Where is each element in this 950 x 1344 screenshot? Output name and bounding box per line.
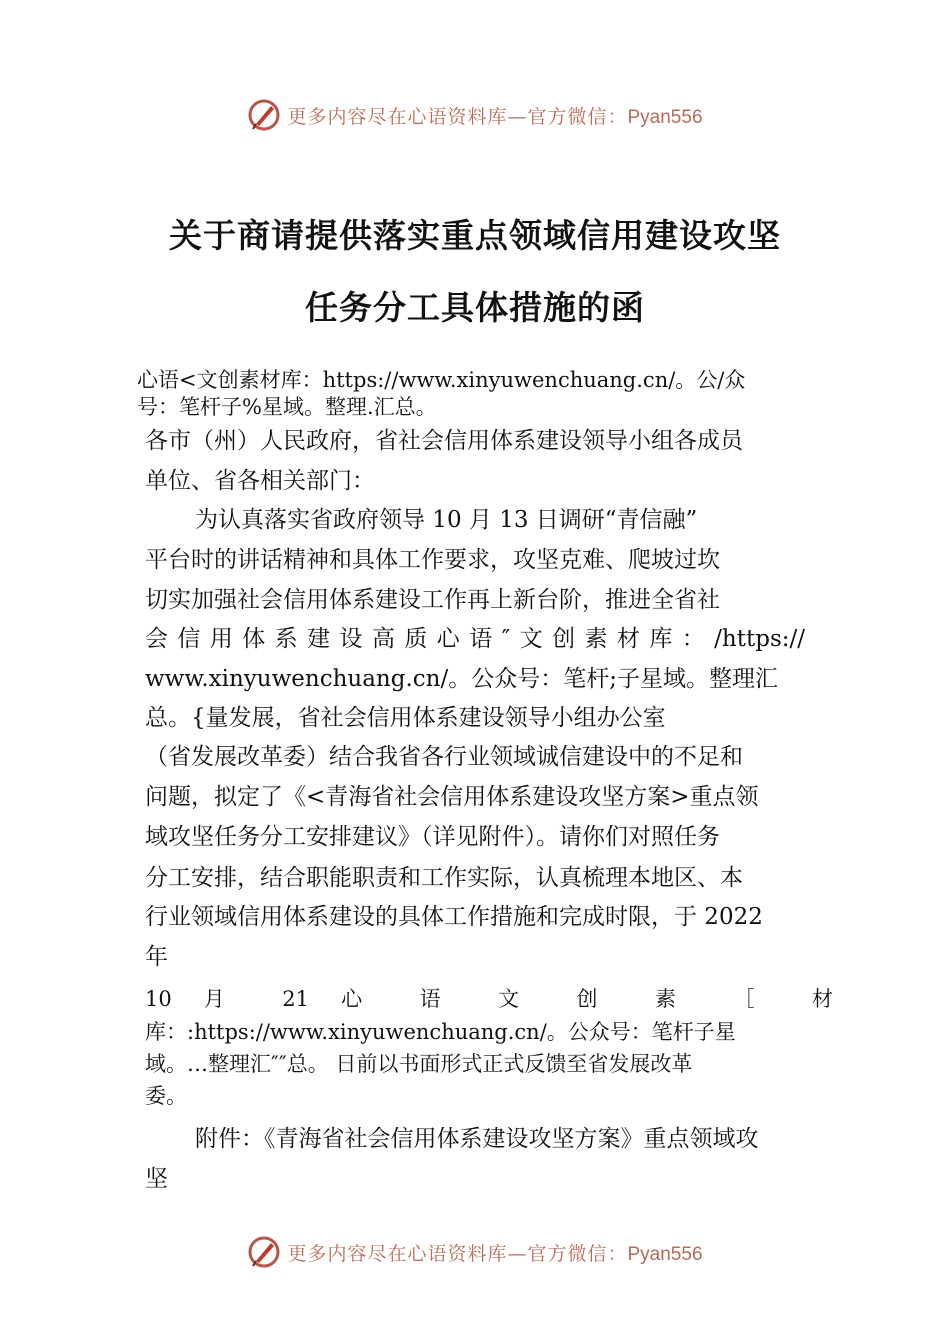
body-line: （省发展改革委）结合我省各行业领域诚信建设中的不足和 [145,744,743,770]
watermark-line: 10 月 21 心 语 文 创 素 ［ 材 [145,987,833,1011]
quill-logo-icon [247,98,281,132]
watermark-line: 委。 [145,1084,187,1108]
body-line: 平台时的讲话精神和具体工作要求，攻坚克难、爬坡过坎 [145,547,720,573]
banner-text: 更多内容尽在心语资料库—官方微信：Pyan556 [287,105,703,128]
attachment-line: 附件：《青海省社会信用体系建设攻坚方案》重点领域攻 [195,1126,759,1152]
document-title-line1: 关于商请提供落实重点领域信用建设攻坚 [169,216,781,255]
body-line: 切实加强社会信用体系建设工作再上新台阶，推进全省社 [145,587,720,613]
body-line: 问题，拟定了《<青海省社会信用体系建设攻坚方案>重点领 [145,784,759,810]
quill-logo-icon [247,1235,281,1269]
body-line: 域攻坚任务分工安排建议》（详见附件）。请你们对照任务 [145,824,720,850]
watermark-line: 心语<文创素材库：https://www.xinyuwenchuang.cn/。公/众 [137,368,746,392]
watermark-line: 号：笔杆子%星域。整理.汇总。 [137,395,437,419]
attachment-line: 坚 [145,1166,168,1192]
body-line: 单位、省各相关部门： [145,468,375,494]
body-line: 总。{量发展，省社会信用体系建设领导小组办公室 [145,705,666,731]
body-line: 会信用体系建设高质心语″文创素材库：/https:// [145,626,805,652]
body-line: 行业领域信用体系建设的具体工作措施和完成时限，于 2022 [145,904,763,930]
banner-text: 更多内容尽在心语资料库—官方微信：Pyan556 [287,1242,703,1265]
header-banner [0,95,950,135]
body-line: 分工安排，结合职能职责和工作实际，认真梳理本地区、本 [145,865,743,891]
body-line: 年 [145,944,168,970]
watermark-line: 域。…整理汇″″总。 日前以书面形式正式反馈至省发展改革 [145,1052,693,1076]
footer-banner [0,1232,950,1272]
watermark-line: 库：:https://www.xinyuwenchuang.cn/。公众号：笔杆子星 [145,1020,736,1044]
document-title-line2: 任务分工具体措施的函 [305,288,645,327]
body-line: 为认真落实省政府领导 10 月 13 日调研“青信融” [195,507,698,533]
body-line: www.xinyuwenchuang.cn/。公众号：笔杆;子星域。整理汇 [145,666,778,692]
body-line: 各市（州）人民政府，省社会信用体系建设领导小组各成员 [145,428,743,454]
